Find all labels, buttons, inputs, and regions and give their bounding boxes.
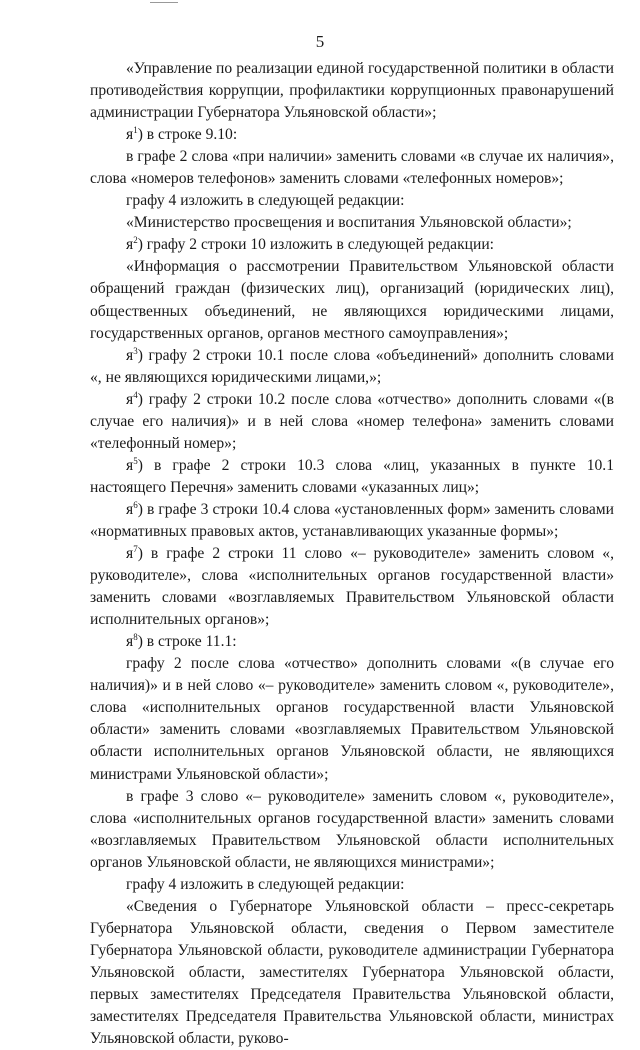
paragraph: в графе 2 слова «при наличии» заменить словами «в случае их наличия», слова «номеров телефонов» заменить словами «телефонных номеров»; <box>90 148 614 188</box>
item-letter: я <box>126 456 134 474</box>
item-superscript: 5 <box>133 455 138 466</box>
paragraph <box>90 631 614 653</box>
item-letter: я <box>126 633 134 651</box>
item-text: ) графу 2 строки 10.1 после слова «объединений» дополнить словами «, не являющихся юридическими лицами,»; <box>90 346 614 386</box>
paragraph: в графе 3 слово «– руководителе» заменить словом «, руководителе», слова «исполнительных органов государственной власти» заменить словами «возглавляемых Правительством Ульяновской области исполнительных органов Ульяновской области, не являющихся министрами»; <box>90 787 614 871</box>
paragraph: графу 2 после слова «отчество» дополнить словами «(в случае его наличия)» и в ней слово «– руководителе» заменить словом «, руководителе», слова «исполнительных органов государственной власти Ульяновской области» заменить словами «возглавляемых Правительством Ульяновской области исполнительных органов Ульяновской области, не являющихся министрами Ульяновской области»; <box>90 655 614 783</box>
item-text: ) в графе 2 строки 10.3 слова «лиц, указанных в пункте 10.1 настоящего Перечня» заменить словами «указанных лиц»; <box>90 456 614 496</box>
paragraph <box>90 499 614 543</box>
item-text: ) в графе 2 строки 11 слово «– руководителе» заменить словом «, руководителе», слова «исполнительных органов государственной власти» заменить словами «возглавляемых Правительством Ульяновской области исполнительных органов»; <box>90 545 614 629</box>
paragraph <box>90 455 614 499</box>
scan-mark <box>150 2 178 5</box>
paragraph: графу 4 изложить в следующей редакции: <box>126 192 405 210</box>
item-text: ) в строке 9.10: <box>137 126 238 144</box>
paragraph <box>90 234 614 256</box>
item-superscript: 1 <box>133 124 138 135</box>
item-superscript: 3 <box>133 345 138 356</box>
item-text: ) графу 2 строки 10.2 после слова «отчество» дополнить словами «(в случае его наличия)» и в ней слова «номер телефона» заменить словами «телефонный номер»; <box>90 390 614 452</box>
item-superscript: 4 <box>133 389 138 400</box>
page-number: 5 <box>315 32 325 51</box>
item-letter: я <box>126 236 134 254</box>
item-text: ) графу 2 строки 10 изложить в следующей редакции: <box>137 236 495 254</box>
item-text: ) в строке 11.1: <box>137 633 237 651</box>
paragraph <box>90 543 614 631</box>
paragraph: «Управление по реализации единой государственной политики в области противодействия коррупции, профилактики коррупционных правонарушений администрации Губернатора Ульяновской области»; <box>90 60 614 122</box>
paragraph <box>90 124 614 146</box>
paragraph: графу 4 изложить в следующей редакции: <box>126 875 405 893</box>
item-text: ) в графе 3 строки 10.4 слова «установленных форм» заменить словами «нормативных правовых актов, устанавливающих указанные формы»; <box>90 500 614 540</box>
item-letter: я <box>126 126 134 144</box>
item-letter: я <box>126 500 134 518</box>
item-letter: я <box>126 390 134 408</box>
paragraph: «Сведения о Губернаторе Ульяновской области – пресс-секретарь Губернатора Ульяновской области, сведения о Первом заместителе Губернатора Ульяновской области, руководителе администрации Губернатора Ульяновской области, заместителях Губернатора Ульяновской области, первых заместителях Председателя Правительства Ульяновской области, заместителях Председателя Правительства Ульяновской области, министрах Ульяновской области, руково- <box>90 897 614 1048</box>
item-letter: я <box>126 545 134 563</box>
paragraph <box>90 345 614 389</box>
item-superscript: 8 <box>133 632 138 643</box>
paragraph: «Министерство просвещения и воспитания Ульяновской области»; <box>126 214 572 232</box>
paragraph: «Информация о рассмотрении Правительством Ульяновской области обращений граждан (физических лиц), организаций (юридических лиц), общественных объединений, не являющихся юридическими лицами, государственных органов, органов местного самоуправления»; <box>90 258 614 342</box>
item-superscript: 6 <box>133 499 138 510</box>
document-body <box>90 58 614 1050</box>
item-letter: я <box>126 346 134 364</box>
paragraph <box>90 389 614 455</box>
item-superscript: 7 <box>133 543 138 554</box>
item-superscript: 2 <box>133 235 138 246</box>
